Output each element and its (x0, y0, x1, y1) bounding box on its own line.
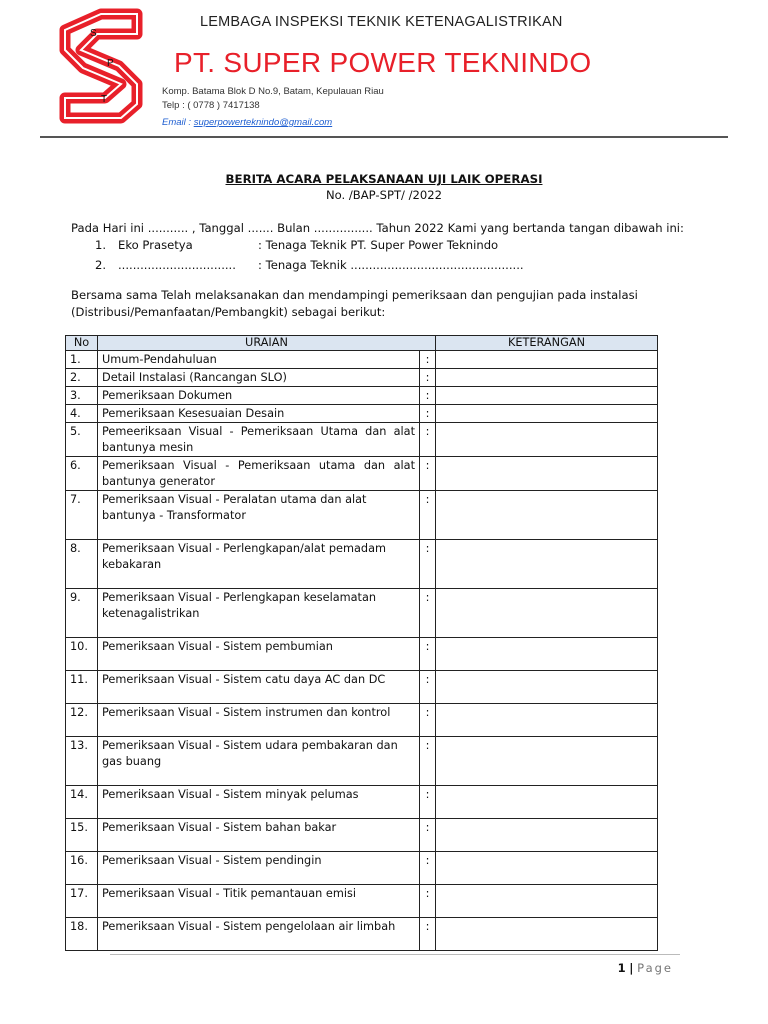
table-row (66, 589, 658, 638)
company-telephone: Telp : ( 0778 ) 7417138 (162, 100, 260, 111)
row-number: 11. (66, 671, 98, 704)
page-separator: | (629, 961, 634, 975)
row-colon: : (420, 351, 436, 369)
table-row (66, 405, 658, 423)
row-colon: : (420, 387, 436, 405)
row-keterangan[interactable] (436, 918, 658, 951)
header-uraian: URAIAN (98, 336, 436, 351)
row-colon: : (420, 737, 436, 786)
row-keterangan[interactable] (436, 491, 658, 540)
row-uraian: Pemeriksaan Visual - Pemeriksaan utama dan alat bantunya generator (98, 457, 420, 491)
table-row (66, 918, 658, 951)
row-number: 10. (66, 638, 98, 671)
intro-text: Pada Hari ini ........... , Tanggal ....... Bulan ................ Tahun 2022 Kami yang bertanda tangan dibawah ini: (71, 221, 684, 235)
row-keterangan[interactable] (436, 671, 658, 704)
company-logo (57, 8, 145, 124)
table-row (66, 852, 658, 885)
row-number: 12. (66, 704, 98, 737)
row-keterangan[interactable] (436, 405, 658, 423)
table-row (66, 737, 658, 786)
table-row (66, 704, 658, 737)
table-row (66, 351, 658, 369)
row-number: 15. (66, 819, 98, 852)
table-row (66, 819, 658, 852)
document-number: No. /BAP-SPT/ /2022 (325, 188, 443, 202)
header-divider (40, 136, 728, 138)
person-2-number: 2. (95, 258, 107, 272)
table-row (66, 369, 658, 387)
logo-letter-p: P (107, 58, 114, 69)
person-2-role: : Tenaga Teknik ............................................... (258, 258, 524, 272)
table-row (66, 885, 658, 918)
row-keterangan[interactable] (436, 540, 658, 589)
row-uraian: Pemeriksaan Visual - Sistem catu daya AC dan DC (98, 671, 420, 704)
row-number: 13. (66, 737, 98, 786)
row-keterangan[interactable] (436, 457, 658, 491)
header-keterangan: KETERANGAN (436, 336, 658, 351)
person-1-name: Eko Prasetya (118, 238, 193, 252)
page-word: Page (637, 961, 673, 975)
page-footer (618, 961, 673, 975)
row-number: 14. (66, 786, 98, 819)
inspection-table (65, 335, 658, 951)
email-label: Email : (162, 117, 194, 128)
table-row (66, 540, 658, 589)
row-colon: : (420, 786, 436, 819)
logo-letter-s: S (90, 28, 97, 39)
row-uraian: Pemeriksaan Visual - Peralatan utama dan alat bantunya - Transformator (98, 491, 420, 540)
row-colon: : (420, 491, 436, 540)
table-row (66, 457, 658, 491)
row-uraian: Pemeriksaan Visual - Sistem bahan bakar (98, 819, 420, 852)
row-uraian: Detail Instalasi (Rancangan SLO) (98, 369, 420, 387)
row-uraian: Pemeriksaan Visual - Sistem pendingin (98, 852, 420, 885)
table-row (66, 387, 658, 405)
row-colon: : (420, 671, 436, 704)
row-colon: : (420, 457, 436, 491)
row-uraian: Pemeriksaan Dokumen (98, 387, 420, 405)
row-number: 8. (66, 540, 98, 589)
row-colon: : (420, 852, 436, 885)
row-uraian: Umum-Pendahuluan (98, 351, 420, 369)
row-uraian: Pemeriksaan Visual - Sistem pembumian (98, 638, 420, 671)
table-header-row (66, 336, 658, 351)
person-2-name: ................................ (118, 258, 236, 272)
table-row (66, 671, 658, 704)
row-uraian: Pemeriksaan Visual - Sistem instrumen dan kontrol (98, 704, 420, 737)
row-keterangan[interactable] (436, 387, 658, 405)
logo-letter-t: T (101, 94, 108, 105)
table-row (66, 638, 658, 671)
table-row (66, 423, 658, 457)
row-keterangan[interactable] (436, 737, 658, 786)
row-colon: : (420, 589, 436, 638)
row-keterangan[interactable] (436, 423, 658, 457)
statement-line-1: Bersama sama Telah melaksanakan dan mendampingi pemeriksaan dan pengujian pada instalasi (71, 288, 638, 302)
person-1-number: 1. (95, 238, 107, 252)
row-number: 17. (66, 885, 98, 918)
row-uraian: Pemeeriksaan Visual - Pemeriksaan Utama dan alat bantunya mesin (98, 423, 420, 457)
row-keterangan[interactable] (436, 638, 658, 671)
header-no: No (66, 336, 98, 351)
row-colon: : (420, 540, 436, 589)
row-colon: : (420, 704, 436, 737)
row-number: 18. (66, 918, 98, 951)
row-colon: : (420, 405, 436, 423)
row-number: 7. (66, 491, 98, 540)
row-number: 16. (66, 852, 98, 885)
row-colon: : (420, 918, 436, 951)
row-colon: : (420, 638, 436, 671)
statement-line-2: (Distribusi/Pemanfaatan/Pembangkit) sebagai berikut: (71, 305, 386, 319)
page-number: 1 (617, 961, 626, 975)
row-keterangan[interactable] (436, 786, 658, 819)
row-number: 4. (66, 405, 98, 423)
row-uraian: Pemeriksaan Visual - Sistem udara pembakaran dan gas buang (98, 737, 420, 786)
row-uraian: Pemeriksaan Visual - Perlengkapan keselamatan ketenagalistrikan (98, 589, 420, 638)
row-colon: : (420, 369, 436, 387)
footer-divider (110, 954, 680, 955)
company-address: Komp. Batama Blok D No.9, Batam, Kepulauan Riau (162, 86, 384, 97)
institution-name: LEMBAGA INSPEKSI TEKNIK KETENAGALISTRIKAN (200, 14, 563, 30)
row-number: 5. (66, 423, 98, 457)
document-title: BERITA ACARA PELAKSANAAN UJI LAIK OPERASI (225, 172, 543, 186)
person-1-role: : Tenaga Teknik PT. Super Power Teknindo (258, 238, 499, 252)
row-colon: : (420, 885, 436, 918)
table-row (66, 491, 658, 540)
row-keterangan[interactable] (436, 589, 658, 638)
row-number: 3. (66, 387, 98, 405)
row-number: 2. (66, 369, 98, 387)
row-number: 1. (66, 351, 98, 369)
row-keterangan[interactable] (436, 852, 658, 885)
row-uraian: Pemeriksaan Visual - Perlengkapan/alat pemadam kebakaran (98, 540, 420, 589)
table-row (66, 786, 658, 819)
row-uraian: Pemeriksaan Visual - Sistem minyak pelumas (98, 786, 420, 819)
row-uraian: Pemeriksaan Visual - Titik pemantauan emisi (98, 885, 420, 918)
row-number: 6. (66, 457, 98, 491)
row-keterangan[interactable] (436, 885, 658, 918)
row-number: 9. (66, 589, 98, 638)
row-colon: : (420, 819, 436, 852)
company-name: PT. SUPER POWER TEKNINDO (174, 47, 592, 78)
email-link[interactable]: superpowerteknindo@gmail.com (193, 117, 333, 128)
row-keterangan[interactable] (436, 819, 658, 852)
row-keterangan[interactable] (436, 351, 658, 369)
row-keterangan[interactable] (436, 369, 658, 387)
company-email (162, 117, 332, 128)
row-uraian: Pemeriksaan Visual - Sistem pengelolaan air limbah (98, 918, 420, 951)
row-keterangan[interactable] (436, 704, 658, 737)
row-colon: : (420, 423, 436, 457)
row-uraian: Pemeriksaan Kesesuaian Desain (98, 405, 420, 423)
